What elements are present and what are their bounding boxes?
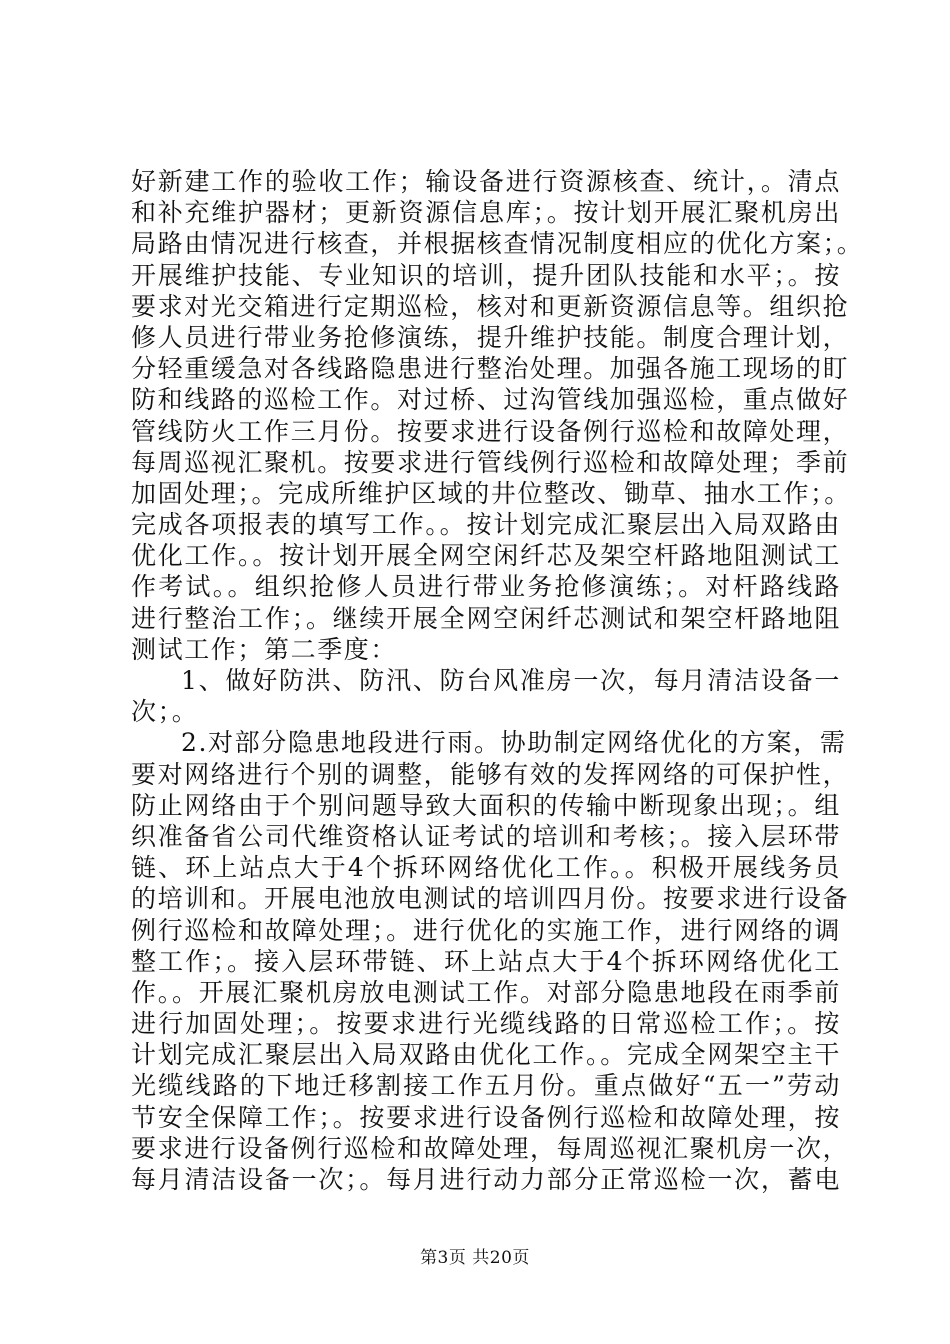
text-line: 要求对光交箱进行定期巡检，核对和更新资源信息等。组织抢 — [131, 291, 850, 321]
text-line: 每月清洁设备一次；。每月进行动力部分正常巡检一次，蓄电 — [131, 1165, 841, 1194]
text-line: 的培训和。开展电池放电测试的培训四月份。按要求进行设备 — [131, 884, 850, 914]
text-line: 作考试。。组织抢修人员进行带业务抢修演练；。对杆路线路 — [131, 572, 841, 602]
text-line: 例行巡检和故障处理；。进行优化的实施工作，进行网络的调 — [131, 915, 841, 945]
body-text — [131, 166, 864, 1195]
text-line: 防和线路的巡检工作。对过桥、过沟管线加强巡检，重点做好 — [131, 385, 850, 415]
text-line: 每周巡视汇聚机。按要求进行管线例行巡检和故障处理；季前 — [131, 447, 850, 477]
text-line: 防止网络由于个别问题导致大面积的传输中断现象出现；。组 — [131, 790, 841, 820]
page-number-footer: 第3页 共20页 — [420, 1248, 530, 1268]
text-line: 进行加固处理；。按要求进行光缆线路的日常巡检工作；。按 — [131, 1009, 841, 1039]
text-line: 和补充维护器材；更新资源信息库；。按计划开展汇聚机房出 — [131, 198, 841, 228]
text-line: 加固处理；。完成所维护区域的井位整改、锄草、抽水工作；。 — [131, 478, 851, 508]
paragraph-first-line: 1、做好防洪、防汛、防台风准房一次，每月清洁设备一 — [181, 666, 841, 695]
text-line: 整工作；。接入层环带链、环上站点大于4个拆环网络优化工 — [131, 946, 841, 976]
text-line: 节安全保障工作；。按要求进行设备例行巡检和故障处理，按 — [131, 1102, 841, 1132]
text-line: 织准备省公司代维资格认证考试的培训和考核；。接入层环带 — [131, 821, 841, 851]
text-line: 要对网络进行个别的调整，能够有效的发挥网络的可保护性， — [131, 759, 850, 789]
text-line: 管线防火工作三月份。按要求进行设备例行巡检和故障处理， — [131, 416, 850, 446]
text-line: 完成各项报表的填写工作。。按计划完成汇聚层出入局双路由 — [131, 510, 841, 540]
text-line: 光缆线路的下地迁移割接工作五月份。重点做好“五一”劳动 — [131, 1071, 841, 1101]
text-line: 修人员进行带业务抢修演练，提升维护技能。制度合理计划， — [131, 322, 850, 352]
paragraph-first-line: 2.对部分隐患地段进行雨。协助制定网络优化的方案，需 — [181, 728, 847, 758]
text-line: 要求进行设备例行巡检和故障处理，每周巡视汇聚机房一次， — [131, 1133, 850, 1163]
text-line: 开展维护技能、专业知识的培训，提升团队技能和水平；。按 — [131, 260, 841, 290]
text-line: 进行整治工作；。继续开展全网空闲纤芯测试和架空杆路地阻 — [131, 603, 841, 633]
text-line: 局路由情况进行核查，并根据核查情况制度相应的优化方案；。 — [131, 229, 864, 259]
text-line: 优化工作。。按计划开展全网空闲纤芯及架空杆路地阻测试工 — [131, 541, 841, 571]
text-line: 分轻重缓急对各线路隐患进行整治处理。加强各施工现场的盯 — [131, 354, 850, 384]
text-line: 链、环上站点大于4个拆环网络优化工作。。积极开展线务员 — [131, 853, 841, 883]
text-line: 作。。开展汇聚机房放电测试工作。对部分隐患地段在雨季前 — [131, 977, 841, 1007]
text-line: 好新建工作的验收工作；输设备进行资源核查、统计，。清点 — [131, 167, 841, 196]
text-line: 测试工作；第二季度： — [131, 634, 398, 664]
text-line: 计划完成汇聚层出入局双路由优化工作。。完成全网架空主干 — [131, 1040, 841, 1070]
text-line: 次；。 — [131, 697, 199, 727]
